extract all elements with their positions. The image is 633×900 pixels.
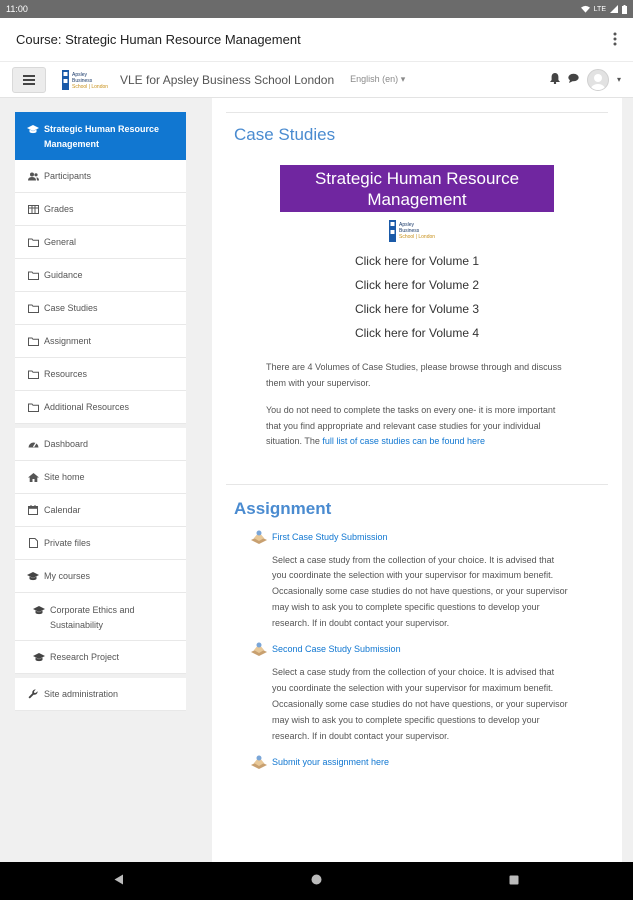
file-icon xyxy=(27,538,39,548)
folder-icon xyxy=(27,370,39,379)
logo-text: Business xyxy=(399,228,420,234)
android-nav-bar xyxy=(0,862,633,900)
logo-text: Apsley xyxy=(72,71,88,78)
sidebar-item-case-studies[interactable] xyxy=(15,292,186,325)
signal-icon xyxy=(610,5,618,13)
logo-text: Apsley xyxy=(399,222,415,228)
folder-icon xyxy=(27,337,39,346)
sidebar-item-course-research-project[interactable] xyxy=(15,641,186,674)
case-studies-note-text: You do not need to complete the tasks on every one- it is more important that you find appropriate and relevant case studies for your individual situation. The xyxy=(266,405,556,446)
sidebar-item-label: Dashboard xyxy=(44,439,89,449)
sidebar-item-label: Site administration xyxy=(44,689,119,699)
android-status-bar xyxy=(0,0,633,18)
sidebar-item-label: Assignment xyxy=(44,336,92,346)
network-label: LTE xyxy=(593,5,606,13)
folder-icon xyxy=(27,304,39,313)
chat-icon[interactable] xyxy=(568,73,579,86)
case-studies-intro: There are 4 Volumes of Case Studies, please browse through and discuss them with your supervisor. xyxy=(266,362,562,388)
admin-nav-group xyxy=(15,678,186,711)
sidebar-item-grades[interactable] xyxy=(15,193,186,226)
sidebar-item-label: Additional Resources xyxy=(44,402,130,412)
home-button-icon[interactable] xyxy=(311,872,322,890)
section-title[interactable]: Assignment xyxy=(234,498,332,518)
course-nav-group xyxy=(15,112,186,424)
recents-icon[interactable] xyxy=(509,872,519,890)
sidebar-item-label: My courses xyxy=(44,571,91,581)
course-banner: Strategic Human Resource Management xyxy=(280,165,554,212)
sidebar-item-label: Resources xyxy=(44,369,88,379)
volume-link[interactable]: Click here for Volume 4 xyxy=(354,326,480,340)
user-avatar[interactable] xyxy=(587,69,609,91)
volume-link[interactable]: Click here for Volume 3 xyxy=(354,302,480,316)
graduation-cap-icon xyxy=(27,122,39,134)
wrench-icon xyxy=(27,689,39,699)
activity-link[interactable]: First Case Study Submission xyxy=(272,531,388,542)
site-navbar xyxy=(0,62,633,98)
more-vertical-icon[interactable] xyxy=(613,32,617,48)
sidebar-item-label: Participants xyxy=(44,171,92,181)
sidebar-item-site-home[interactable] xyxy=(15,461,186,494)
app-bar xyxy=(0,18,633,62)
logo-text: Business xyxy=(72,77,93,84)
assignment-icon xyxy=(250,529,268,545)
page-title: Course: Strategic Human Resource Management xyxy=(16,32,301,47)
sidebar-item-label: Guidance xyxy=(44,270,83,280)
sidebar-item-label: Site home xyxy=(44,472,85,482)
site-nav-group xyxy=(15,428,186,674)
logo-text: School | London xyxy=(72,83,109,90)
sidebar-item-general[interactable] xyxy=(15,226,186,259)
folder-icon xyxy=(27,403,39,412)
folder-icon xyxy=(27,238,39,247)
dashboard-icon xyxy=(27,440,39,448)
home-icon xyxy=(27,473,39,482)
site-logo[interactable] xyxy=(60,67,116,93)
sidebar-item-assignment[interactable] xyxy=(15,325,186,358)
sidebar-item-dashboard[interactable] xyxy=(15,428,186,461)
sidebar-item-site-administration[interactable] xyxy=(15,678,186,711)
nav-drawer xyxy=(15,112,186,715)
section-title[interactable]: Case Studies xyxy=(234,125,336,144)
clock: 11:00 xyxy=(6,4,28,14)
table-icon xyxy=(27,205,39,214)
sidebar-item-label: Case Studies xyxy=(44,303,98,313)
battery-icon xyxy=(622,5,627,14)
users-icon xyxy=(27,172,39,181)
activity-description: Select a case study from the collection of your choice. It is advised that you coordinate the selection with your supervisor for maximum benefit. Occasionally some case studies do not have questions, or your supervisor may wish to ask you to complete specific questions to develop your research. If in doubt contact your supervisor. xyxy=(272,667,568,741)
activity-first-submission[interactable] xyxy=(250,529,608,545)
activity-link[interactable]: Submit your assignment here xyxy=(272,757,390,768)
sidebar-item-private-files[interactable] xyxy=(15,527,186,560)
back-icon[interactable] xyxy=(114,872,124,890)
section-assignment xyxy=(226,484,608,771)
folder-icon xyxy=(27,271,39,280)
wifi-icon xyxy=(581,5,590,13)
sidebar-item-resources[interactable] xyxy=(15,358,186,391)
sidebar-item-additional-resources[interactable] xyxy=(15,391,186,424)
drawer-toggle-button[interactable] xyxy=(12,67,46,93)
language-selector[interactable] xyxy=(350,74,405,85)
site-name-link[interactable]: VLE for Apsley Business School London xyxy=(120,72,335,87)
sidebar-item-label: Research Project xyxy=(50,652,120,662)
hamburger-icon xyxy=(23,75,35,85)
sidebar-item-label: Calendar xyxy=(44,505,81,515)
sidebar-item-label: Strategic Human Resource Management xyxy=(44,124,160,149)
sidebar-item-my-courses[interactable] xyxy=(15,560,186,593)
caret-down-icon: ▾ xyxy=(400,74,406,84)
case-studies-note xyxy=(266,403,568,450)
user-menu-caret-icon[interactable]: ▾ xyxy=(616,75,621,84)
sidebar-item-participants[interactable] xyxy=(15,160,186,193)
assignment-icon xyxy=(250,754,268,770)
sidebar-item-label: General xyxy=(44,237,77,247)
course-content xyxy=(212,98,622,862)
school-logo xyxy=(387,218,447,244)
volume-link[interactable]: Click here for Volume 1 xyxy=(354,254,480,268)
language-label: English (en) xyxy=(350,74,399,84)
assignment-icon xyxy=(250,641,268,657)
full-list-link[interactable]: full list of case studies can be found here xyxy=(322,436,485,446)
volume-link[interactable]: Click here for Volume 2 xyxy=(354,278,480,292)
graduation-cap-icon xyxy=(33,653,45,662)
logo-text: School | London xyxy=(399,234,436,240)
activity-description: Select a case study from the collection of your choice. It is advised that you coordinate the selection with your supervisor for maximum benefit. Occasionally some case studies do not have questions, or your supervisor may wish to ask you to complete specific questions to develop your research. If in doubt contact your supervisor. xyxy=(272,554,568,628)
main-area xyxy=(0,98,633,862)
sidebar-item-label: Private files xyxy=(44,538,91,548)
activity-link[interactable]: Second Case Study Submission xyxy=(272,644,401,655)
sidebar-item-calendar[interactable] xyxy=(15,494,186,527)
graduation-cap-icon xyxy=(27,572,39,581)
sidebar-item-label: Grades xyxy=(44,204,74,214)
sidebar-item-guidance[interactable] xyxy=(15,259,186,292)
graduation-cap-icon xyxy=(33,603,45,615)
activity-submit-assignment[interactable] xyxy=(250,754,608,770)
calendar-icon xyxy=(27,505,39,515)
sidebar-item-course-corporate-ethics[interactable] xyxy=(15,593,186,641)
sidebar-item-label: Corporate Ethics and Sustainability xyxy=(50,605,135,630)
activity-second-submission[interactable] xyxy=(250,641,608,657)
sidebar-item-course[interactable] xyxy=(15,112,186,160)
bell-icon[interactable] xyxy=(550,73,560,87)
section-case-studies xyxy=(226,112,608,450)
